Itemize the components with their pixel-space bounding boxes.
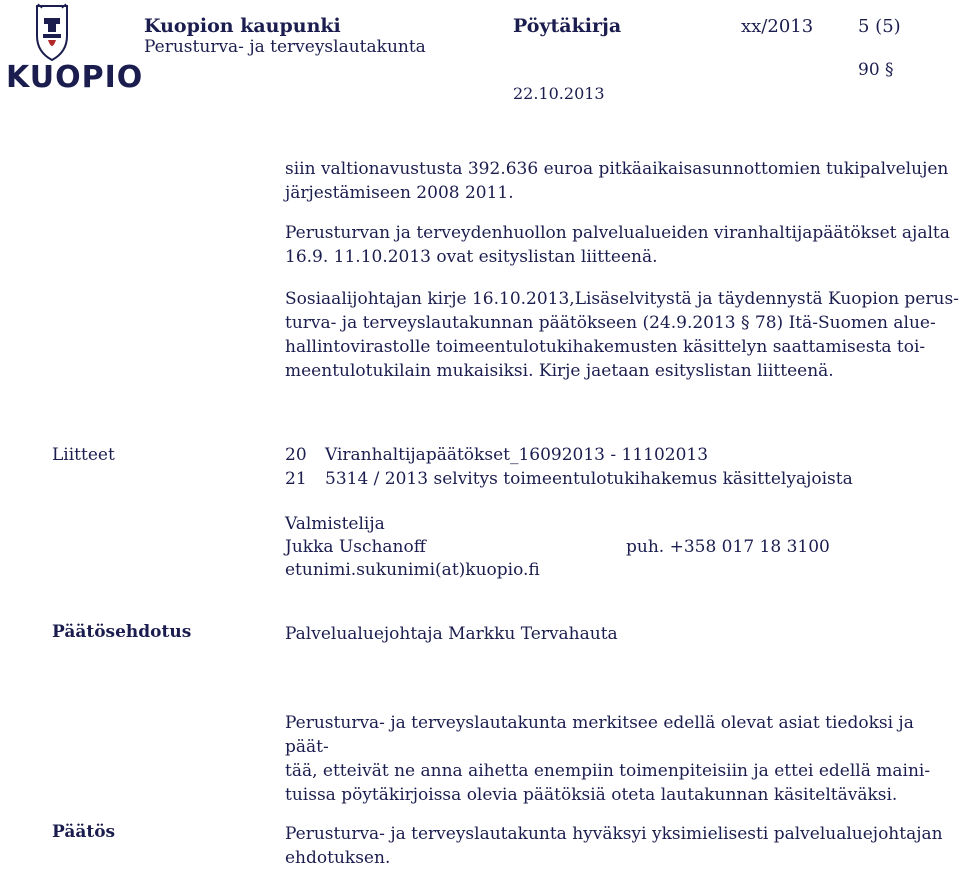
text-line: Perusturva- ja terveyslautakunta merkitsee edellä olevat asiat tiedoksi ja päät- [285,713,914,757]
doc-type: Pöytäkirja [513,15,622,37]
attachment-item-num: 20 [285,445,307,465]
text-line: Perusturvan ja terveydenhuollon palvelualueiden viranhaltijapäätökset ajalta [285,223,950,243]
meeting-date: 22.10.2013 [513,84,605,103]
preparer-name: Jukka Uschanoff [285,537,426,557]
kuopio-crest-icon [4,2,100,64]
board-name: Perusturva- ja terveyslautakunta [144,37,426,57]
text-line: tuissa pöytäkirjoissa olevia päätöksiä oteta lautakunnan käsiteltäväksi. [285,785,898,805]
proposal-text [285,711,960,807]
proposal-author: Palvelualuejohtaja Markku Tervahauta [285,624,618,644]
preparer-title: Valmistelija [285,514,385,534]
preparer-email: etunimi.sukunimi(at)kuopio.fi [285,560,540,580]
paragraph-2 [285,221,950,269]
text-line: turva- ja terveyslautakunnan päätökseen (24.9.2013 § 78) Itä-Suomen alue- [285,313,936,333]
proposal-label: Päätösehdotus [52,622,192,642]
text-line: hallintovirastolle toimeentulotukihakemusten käsittelyn saattamisesta toi- [285,337,926,357]
attachment-item-text: Viranhaltijapäätökset_16092013 - 11102013 [325,445,709,465]
doc-number: xx/2013 [741,16,814,37]
attachment-item-text: 5314 / 2013 selvitys toimeentulotukihakemus käsittelyajoista [325,469,853,489]
paragraph-3 [285,287,959,383]
paragraph-1 [285,157,948,205]
attachment-item-num: 21 [285,469,307,489]
text-line: tää, etteivät ne anna aihetta enempiin toimenpiteisiin ja ettei edellä maini- [285,761,931,781]
text-line: meentulotukilain mukaisiksi. Kirje jaetaan esityslistan liitteenä. [285,361,834,381]
text-line: 16.9. 11.10.2013 ovat esityslistan liitteenä. [285,247,658,267]
text-line: ehdotuksen. [285,848,391,868]
page-number: 5 (5) [858,16,901,37]
text-line: Sosiaalijohtajan kirje 16.10.2013,Lisäselvitystä ja täydennystä Kuopion perus- [285,289,959,309]
text-line: Perusturva- ja terveyslautakunta hyväksyi yksimielisesti palvelualuejohtajan [285,824,943,844]
text-line: siin valtionavustusta 392.636 euroa pitkäaikaisasunnottomien tukipalvelujen [285,159,949,179]
city-logo [4,2,144,96]
decision-text [285,822,943,870]
org-name: Kuopion kaupunki [144,15,341,37]
text-line: järjestämiseen 2008 2011. [285,183,514,203]
decision-label: Päätös [52,822,116,842]
section-number: 90 § [858,60,894,80]
attachments-label: Liitteet [52,445,115,465]
preparer-phone: puh. +358 017 18 3100 [626,537,830,557]
logo-wordmark: KUOPIO [6,60,144,95]
